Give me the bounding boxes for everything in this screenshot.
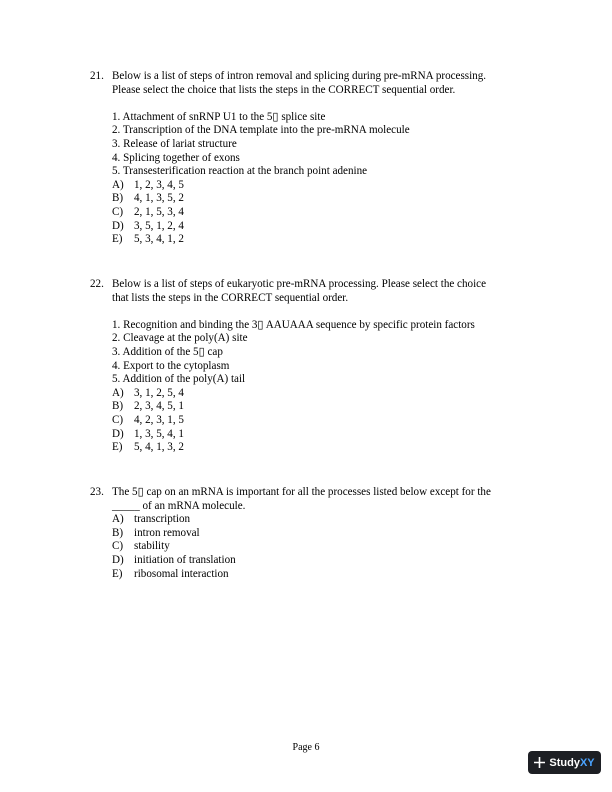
option-a — [112, 387, 530, 401]
option-letter: E) — [112, 233, 123, 246]
question-number: 22. — [90, 278, 104, 290]
option-text: intron removal — [134, 526, 200, 539]
prompt-line: Please select the choice that lists the steps in the CORRECT sequential order. — [112, 83, 456, 96]
brand-wordmark — [549, 757, 594, 769]
option-text: ribosomal interaction — [134, 567, 229, 580]
option-d — [112, 220, 530, 234]
question-prompt — [112, 70, 530, 97]
option-text: 4, 2, 3, 1, 5 — [134, 413, 184, 426]
step-list — [112, 111, 530, 179]
step-item: 4. Splicing together of exons — [112, 151, 240, 164]
question-header — [90, 70, 530, 97]
option-letter: E) — [112, 441, 123, 454]
option-d — [112, 428, 530, 442]
option-b — [112, 400, 530, 414]
question-prompt — [112, 486, 530, 513]
option-text: initiation of translation — [134, 553, 236, 566]
option-letter: D) — [112, 553, 124, 566]
step-item: 5. Transesterification reaction at the branch point adenine — [112, 165, 368, 178]
option-list — [112, 179, 530, 247]
option-text: 4, 1, 3, 5, 2 — [134, 192, 184, 205]
step-item: 2. Cleavage at the poly(A) site — [112, 332, 248, 345]
question-number: 21. — [90, 70, 104, 82]
step-item: 1. Recognition and binding the 3▯ AAUAAA sequence by specific protein factors — [112, 318, 475, 331]
prompt-line: that lists the steps in the CORRECT sequential order. — [112, 291, 349, 304]
prompt-line: Below is a list of steps of eukaryotic pre-mRNA processing. Please select the choice — [112, 278, 487, 290]
page-number: Page 6 — [292, 742, 320, 753]
option-text: 2, 1, 5, 3, 4 — [134, 205, 184, 218]
step-item: 4. Export to the cytoplasm — [112, 359, 230, 372]
option-d — [112, 554, 530, 568]
question-body — [112, 513, 530, 581]
question-23 — [90, 486, 530, 581]
question-prompt — [112, 278, 530, 305]
option-letter: A) — [112, 178, 124, 191]
option-list — [112, 387, 530, 455]
step-item: 5. Addition of the poly(A) tail — [112, 373, 246, 386]
question-21 — [90, 70, 530, 247]
step-item: 3. Addition of the 5▯ cap — [112, 345, 223, 358]
option-letter: C) — [112, 205, 124, 218]
option-text: 5, 4, 1, 3, 2 — [134, 441, 184, 454]
prompt-line: The 5▯ cap on an mRNA is important for all the processes listed below except for the — [112, 486, 491, 498]
option-letter: C) — [112, 413, 124, 426]
option-e — [112, 568, 530, 582]
brand-accent: XY — [579, 756, 595, 769]
option-e — [112, 233, 530, 247]
option-a — [112, 513, 530, 527]
brand-main: Study — [549, 756, 580, 769]
option-letter: D) — [112, 219, 124, 232]
option-c — [112, 414, 530, 428]
option-text: transcription — [134, 513, 191, 526]
option-letter: B) — [112, 192, 124, 205]
option-letter: A) — [112, 386, 124, 399]
question-body — [112, 319, 530, 455]
option-e — [112, 441, 530, 455]
option-b — [112, 527, 530, 541]
studyxy-badge[interactable] — [528, 751, 601, 774]
prompt-line: _____ of an mRNA molecule. — [112, 499, 246, 512]
option-text: 3, 1, 2, 5, 4 — [134, 386, 184, 399]
option-a — [112, 179, 530, 193]
option-letter: A) — [112, 513, 124, 526]
question-number: 23. — [90, 486, 104, 498]
prompt-line: Below is a list of steps of intron removal and splicing during pre-mRNA processing. — [112, 70, 487, 82]
option-letter: C) — [112, 540, 124, 553]
step-item: 3. Release of lariat structure — [112, 137, 237, 150]
option-text: 3, 5, 1, 2, 4 — [134, 219, 184, 232]
option-b — [112, 192, 530, 206]
option-text: stability — [134, 540, 170, 553]
question-22 — [90, 278, 530, 455]
question-body — [112, 111, 530, 247]
option-letter: E) — [112, 567, 123, 580]
step-item: 2. Transcription of the DNA template into the pre-mRNA molecule — [112, 124, 410, 137]
plus-icon — [534, 757, 545, 768]
option-letter: B) — [112, 526, 124, 539]
question-header — [90, 278, 530, 305]
option-c — [112, 540, 530, 554]
step-list — [112, 319, 530, 387]
option-text: 1, 3, 5, 4, 1 — [134, 427, 184, 440]
option-c — [112, 206, 530, 220]
step-item: 1. Attachment of snRNP U1 to the 5▯ splice site — [112, 110, 326, 123]
option-text: 5, 3, 4, 1, 2 — [134, 233, 184, 246]
question-header — [90, 486, 530, 513]
option-text: 1, 2, 3, 4, 5 — [134, 178, 184, 191]
option-list — [112, 513, 530, 581]
option-letter: D) — [112, 427, 124, 440]
option-letter: B) — [112, 400, 124, 413]
option-text: 2, 3, 4, 5, 1 — [134, 400, 184, 413]
